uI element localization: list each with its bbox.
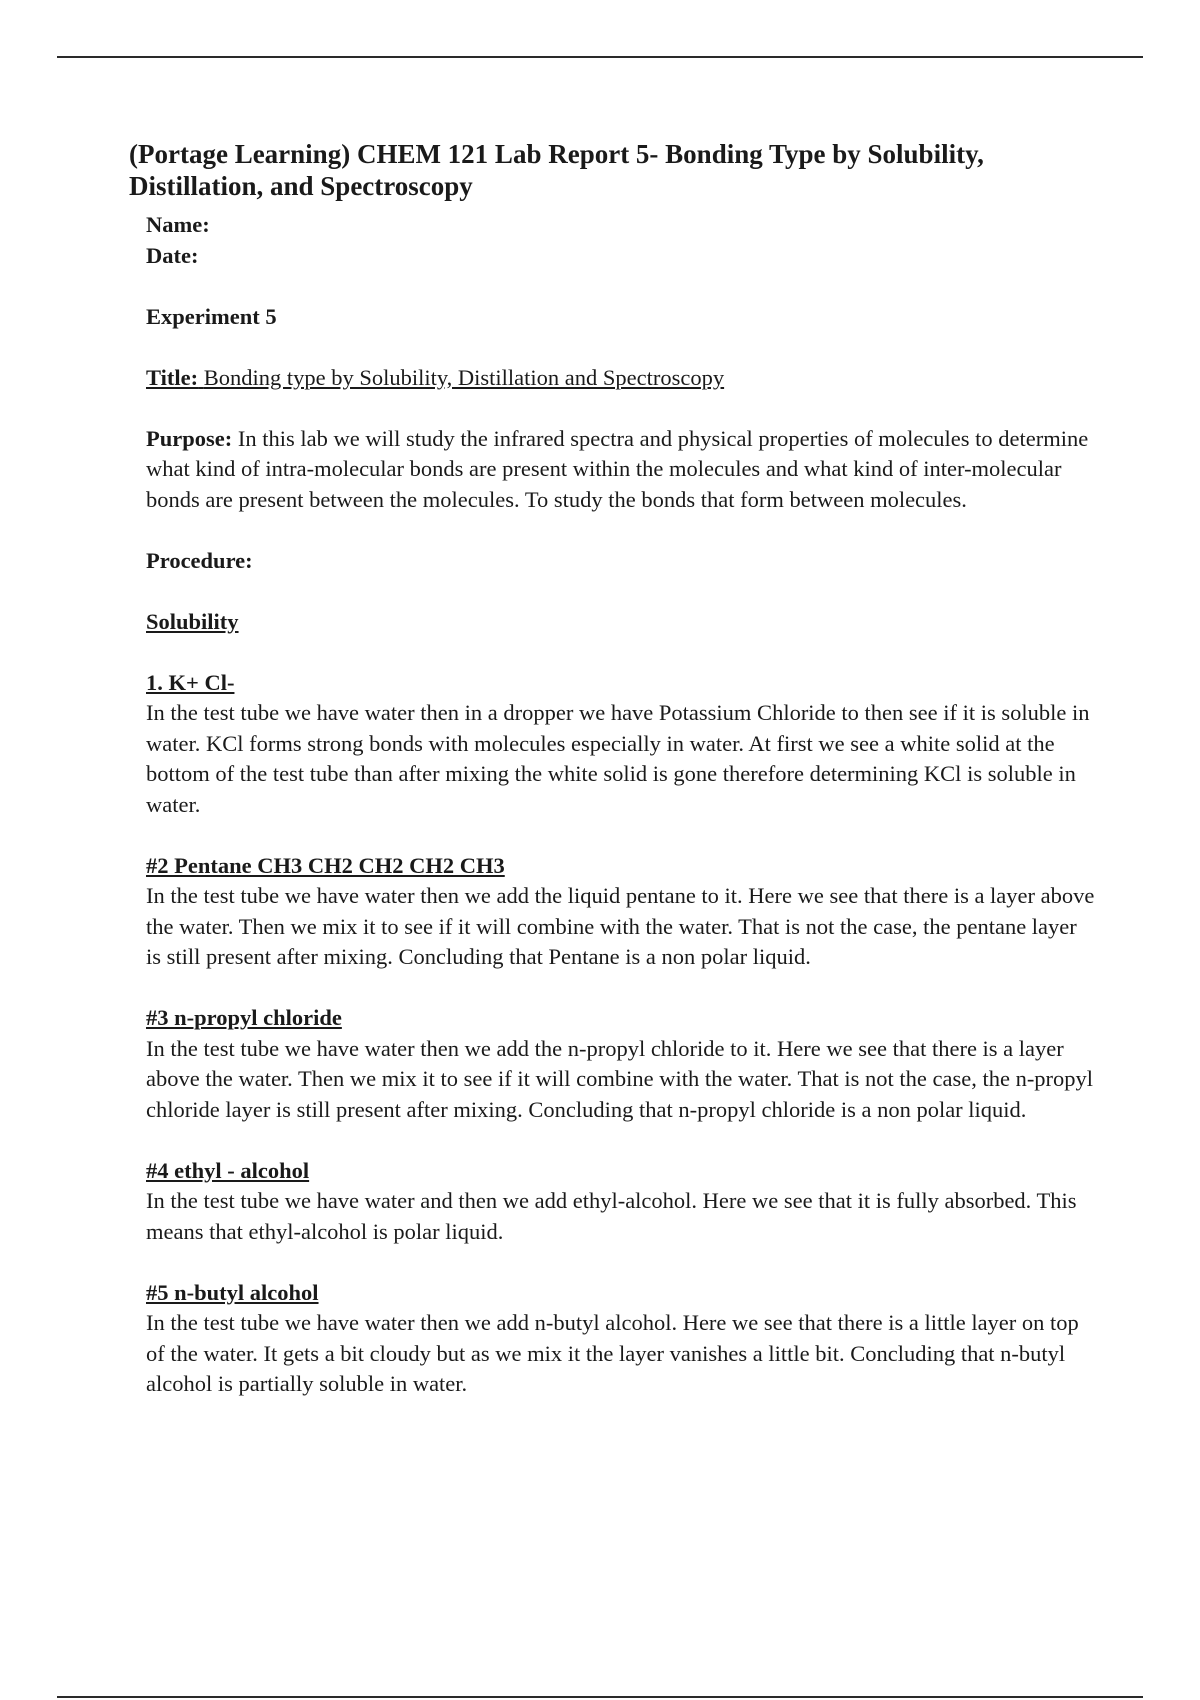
purpose-paragraph xyxy=(146,424,1096,516)
document-body xyxy=(146,210,1096,1400)
section-text-kcl: In the test tube we have water then in a dropper we have Potassium Chloride to then see if it is soluble in water. KCl forms strong bonds with molecules especially in water. At first we see a white solid at the bottom of the test tube than after mixing the white solid is gone therefore determining KCl is soluble in water. xyxy=(146,700,1090,817)
experiment-number: Experiment 5 xyxy=(146,303,277,329)
top-rule xyxy=(57,56,1143,58)
procedure-label: Procedure: xyxy=(146,547,253,573)
section-heading-ethyl-alcohol: #4 ethyl - alcohol xyxy=(146,1157,310,1183)
section-text-ethyl-alcohol: In the test tube we have water and then we add ethyl-alcohol. Here we see that it is fully absorbed. This means that ethyl-alcohol is polar liquid. xyxy=(146,1188,1077,1244)
date-label: Date: xyxy=(146,242,199,268)
section-heading-pentane: #2 Pentane CH3 CH2 CH2 CH2 CH3 xyxy=(146,852,505,878)
section-heading-n-butyl-alcohol: #5 n-butyl alcohol xyxy=(146,1279,319,1305)
name-label: Name: xyxy=(146,212,210,237)
section-text-n-propyl-chloride: In the test tube we have water then we add the n-propyl chloride to it. Here we see that there is a layer above the water. Then we mix it to see if it will combine with the water. That is not the case, the n-propyl chloride layer is still present after mixing. Concluding that n-propyl chloride is a non polar liquid. xyxy=(146,1035,1094,1122)
solubility-heading: Solubility xyxy=(146,608,239,634)
title-label: Title: xyxy=(146,364,199,390)
title-line xyxy=(146,363,1096,394)
bottom-rule xyxy=(57,1696,1143,1698)
title-value: Bonding type by Solubility, Distillation and Spectroscopy xyxy=(203,364,725,390)
section-text-pentane: In the test tube we have water then we add the liquid pentane to it. Here we see that there is a layer above the water. Then we mix it to see if it will combine with the water. That is not the case, the pentane layer is still present after mixing. Concluding that Pentane is a non polar liquid. xyxy=(146,883,1095,969)
section-text-n-butyl-alcohol: In the test tube we have water then we add n-butyl alcohol. Here we see that there is a little layer on top of the water. It gets a bit cloudy but as we mix it the layer vanishes a little bit. Concluding that n-butyl alcohol is partially soluble in water. xyxy=(146,1310,1079,1396)
purpose-text: In this lab we will study the infrared spectra and physical properties of molecules to determine what kind of intra-molecular bonds are present within the molecules and what kind of inter-molecular bonds are present between the molecules. To study the bonds that form between molecules. xyxy=(146,425,1089,512)
purpose-label: Purpose: xyxy=(146,425,233,451)
section-heading-kcl: 1. K+ Cl- xyxy=(146,669,235,695)
section-heading-n-propyl-chloride: #3 n-propyl chloride xyxy=(146,1005,342,1030)
document-title: (Portage Learning) CHEM 121 Lab Report 5- Bonding Type by Solubility, Distillation, and Spectroscopy xyxy=(129,139,984,201)
